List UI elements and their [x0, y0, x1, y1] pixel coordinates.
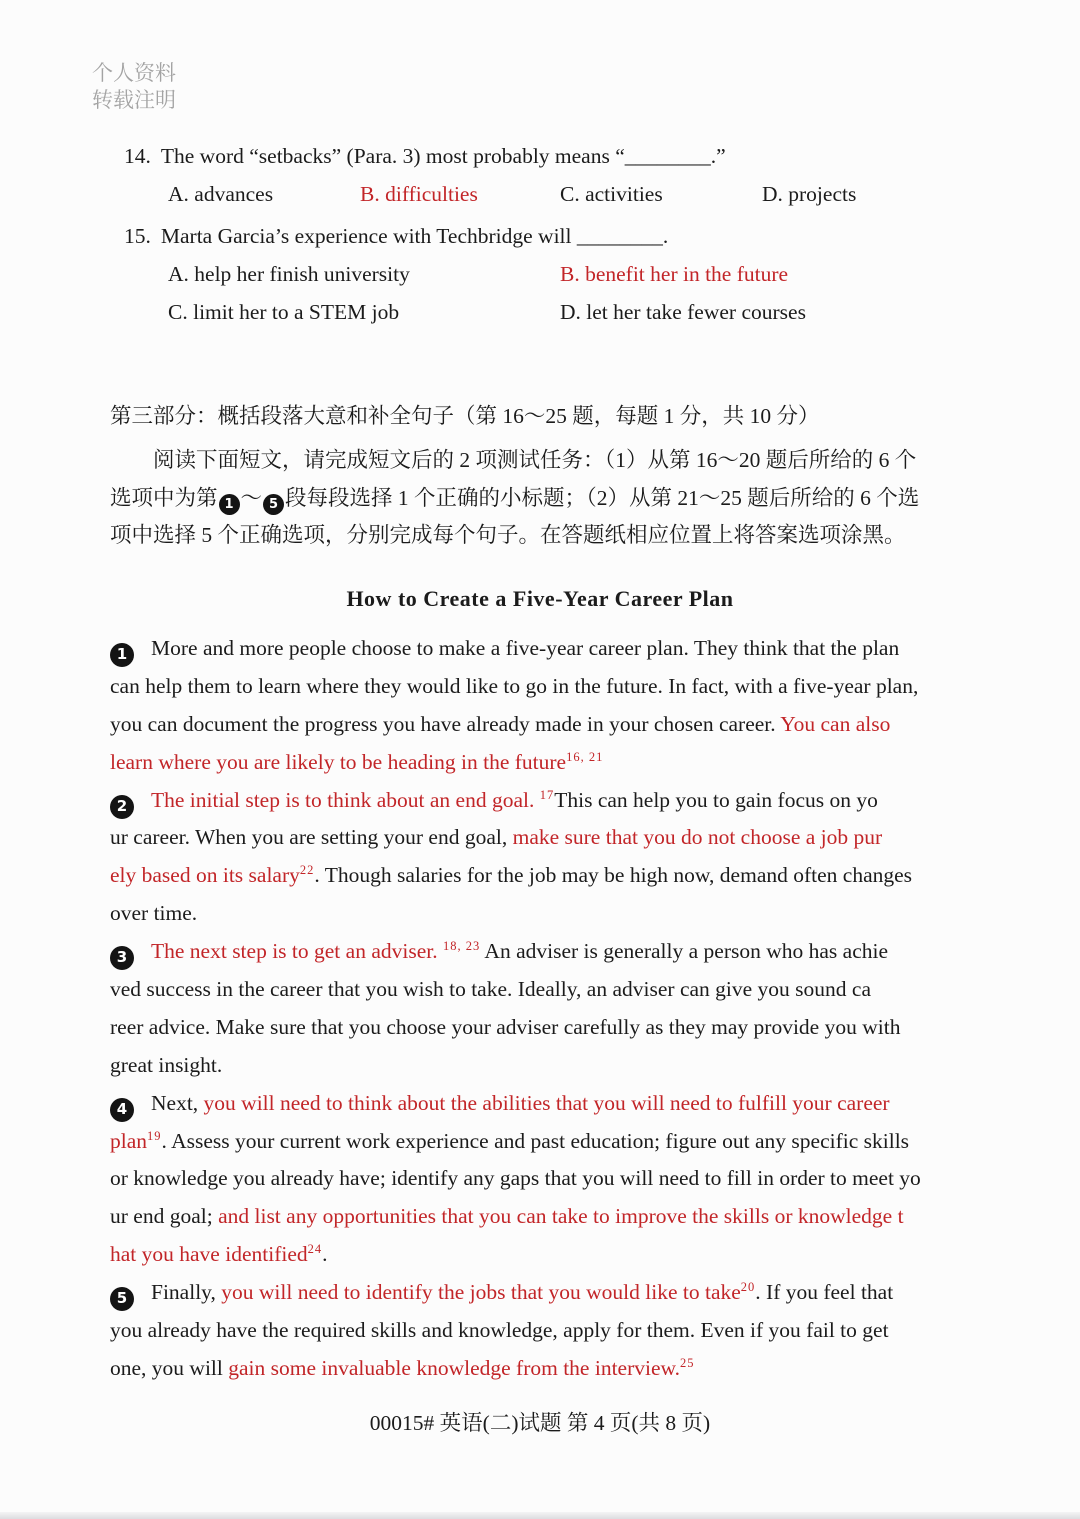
text-run: ely based on its salary [110, 863, 300, 888]
watermark-line-2: 转载注明 [92, 88, 176, 112]
text-run: or knowledge you already have; identify any gaps that you will need to fill in order to meet yo [110, 1166, 921, 1191]
instruction-line [110, 442, 1040, 480]
passage-line [110, 1160, 1050, 1198]
text-run: ur end goal; [110, 1204, 219, 1229]
passage-line [110, 971, 1050, 1009]
text-run: The initial step is to think about an end goal. [151, 787, 540, 812]
text-run: learn where you are likely to be heading in the future [110, 749, 567, 774]
passage-line [110, 1047, 1050, 1085]
page-footer: 00015# 英语(二)试题 第 4 页(共 8 页) [369, 1411, 711, 1435]
text-run: ur career. When you are setting your end goal, [110, 825, 513, 850]
question-stem [124, 136, 1040, 176]
options-row [124, 256, 1040, 331]
text-run: ～ [240, 485, 263, 510]
answer-superscript: 17 [539, 787, 555, 802]
instruction-line [110, 517, 1040, 555]
text-run: This can help you to gain focus on yo [554, 787, 878, 812]
text-run: reer advice. Make sure that you choose your adviser carefully as they may provide you with [110, 1014, 901, 1039]
option-d: D. let her take fewer courses [560, 299, 806, 324]
passage-line [110, 895, 1050, 933]
passage-line [110, 1312, 1050, 1350]
passage-line [110, 782, 1050, 820]
questions-block [124, 136, 1040, 331]
section-instructions [110, 442, 1040, 555]
passage-line [110, 630, 1050, 668]
text-run: . If you feel that [755, 1280, 894, 1305]
answer-superscript: 20 [740, 1279, 756, 1294]
passage-line [110, 1123, 1050, 1161]
answer-superscript: 16, 21 [566, 749, 604, 764]
text-run: . [322, 1242, 328, 1267]
text-run: ved success in the career that you wish to take. Ideally, an adviser can give you sound ca [110, 977, 871, 1002]
passage-line [110, 744, 1050, 782]
text-run: plan [110, 1128, 148, 1153]
text-run: You can also [780, 711, 891, 736]
text-run: . Though salaries for the job may be high now, demand often changes [314, 863, 913, 888]
answer-superscript: 25 [680, 1355, 695, 1370]
passage-line [110, 1236, 1050, 1274]
circled-number: 3 [110, 946, 134, 970]
circled-number: 2 [110, 795, 134, 819]
text-run: An adviser is generally a person who has achie [480, 939, 889, 964]
text-run: The next step is to get an adviser. [151, 939, 443, 964]
passage-body [110, 630, 1050, 1388]
circled-number: 1 [219, 494, 240, 515]
circled-number: 1 [110, 643, 134, 667]
text-run: 段每段选择 1 个正确的小标题；（2）从第 21～25 题后所给的 6 个选 [285, 485, 920, 510]
text-run: and list any opportunities that you can take to improve the skills or knowledge t [218, 1204, 904, 1229]
option-b: B. benefit her in the future [560, 262, 789, 286]
page-bottom-shadow [0, 1512, 1080, 1519]
text-run: Next, [151, 1090, 204, 1115]
question-text: Marta Garcia’s experience with Techbridge will ________. [160, 224, 669, 248]
text-run: . Assess your current work experience and past education; figure out any specific skills [161, 1128, 910, 1153]
passage-line [110, 1009, 1050, 1047]
options-row [124, 176, 1040, 213]
passage-line [110, 1085, 1050, 1123]
text-run: over time. [110, 901, 198, 926]
text-run: you will need to think about the abilities that you will need to fulfill your career [203, 1090, 890, 1115]
answer-superscript: 18, 23 [442, 938, 481, 953]
text-run: hat you have identified [110, 1242, 308, 1267]
text-run: you will need to identify the jobs that you would like to take [221, 1280, 741, 1305]
option-b: B. difficulties [360, 182, 478, 206]
text-run: More and more people choose to make a five-year career plan. They think that the plan [151, 636, 900, 660]
question-number: 14. [124, 144, 151, 168]
passage-line [110, 933, 1050, 971]
answer-superscript: 24 [307, 1242, 323, 1257]
passage-line [110, 1350, 1050, 1388]
passage-line [110, 668, 1050, 706]
text-run: you already have the required skills and knowledge, apply for them. Even if you fail to get [110, 1318, 889, 1343]
text-run: Finally, [151, 1280, 222, 1305]
watermark-line-1: 个人资料 [92, 61, 176, 85]
section-header: 第三部分：概括段落大意和补全句子（第 16～25 题，每题 1 分，共 10 分） [110, 404, 820, 428]
instruction-line [110, 480, 1040, 518]
question [124, 216, 1040, 331]
question-number: 15. [124, 224, 151, 248]
text-run: make sure that you do not choose a job pur [512, 825, 883, 850]
text-run: 选项中为第 [110, 485, 218, 510]
text-run: can help them to learn where they would like to go in the future. In fact, with a five-year plan, [110, 673, 919, 698]
passage-line [110, 819, 1050, 857]
option-a: A. help her finish university [168, 262, 410, 286]
watermark [92, 60, 176, 114]
passage-line [110, 857, 1050, 895]
option-d: D. projects [762, 182, 857, 206]
passage-line [110, 706, 1050, 744]
answer-superscript: 19 [147, 1128, 162, 1143]
question [124, 136, 1040, 213]
text-run: 项中选择 5 个正确选项，分别完成每个句子。在答题纸相应位置上将答案选项涂黑。 [110, 523, 906, 547]
question-text: The word “setbacks” (Para. 3) most probably means “________.” [160, 144, 726, 168]
option-a: A. advances [168, 182, 274, 206]
passage-line [110, 1274, 1050, 1312]
text-run: 阅读下面短文，请完成短文后的 2 项测试任务：（1）从第 16～20 题后所给的 6 个 [153, 448, 917, 472]
text-run: you can document the progress you have already made in your chosen career. [110, 711, 781, 736]
option-c: C. activities [560, 182, 663, 206]
circled-number: 4 [110, 1098, 134, 1122]
passage-title: How to Create a Five-Year Career Plan [346, 586, 734, 611]
answer-superscript: 22 [299, 863, 315, 878]
question-stem [124, 216, 1040, 256]
passage-line [110, 1198, 1050, 1236]
text-run: one, you will [110, 1355, 229, 1380]
text-run: great insight. [110, 1052, 223, 1077]
circled-number: 5 [263, 494, 284, 515]
text-run: gain some invaluable knowledge from the interview. [228, 1355, 681, 1380]
section-block [110, 394, 1040, 555]
circled-number: 5 [110, 1287, 134, 1311]
option-c: C. limit her to a STEM job [168, 299, 400, 324]
